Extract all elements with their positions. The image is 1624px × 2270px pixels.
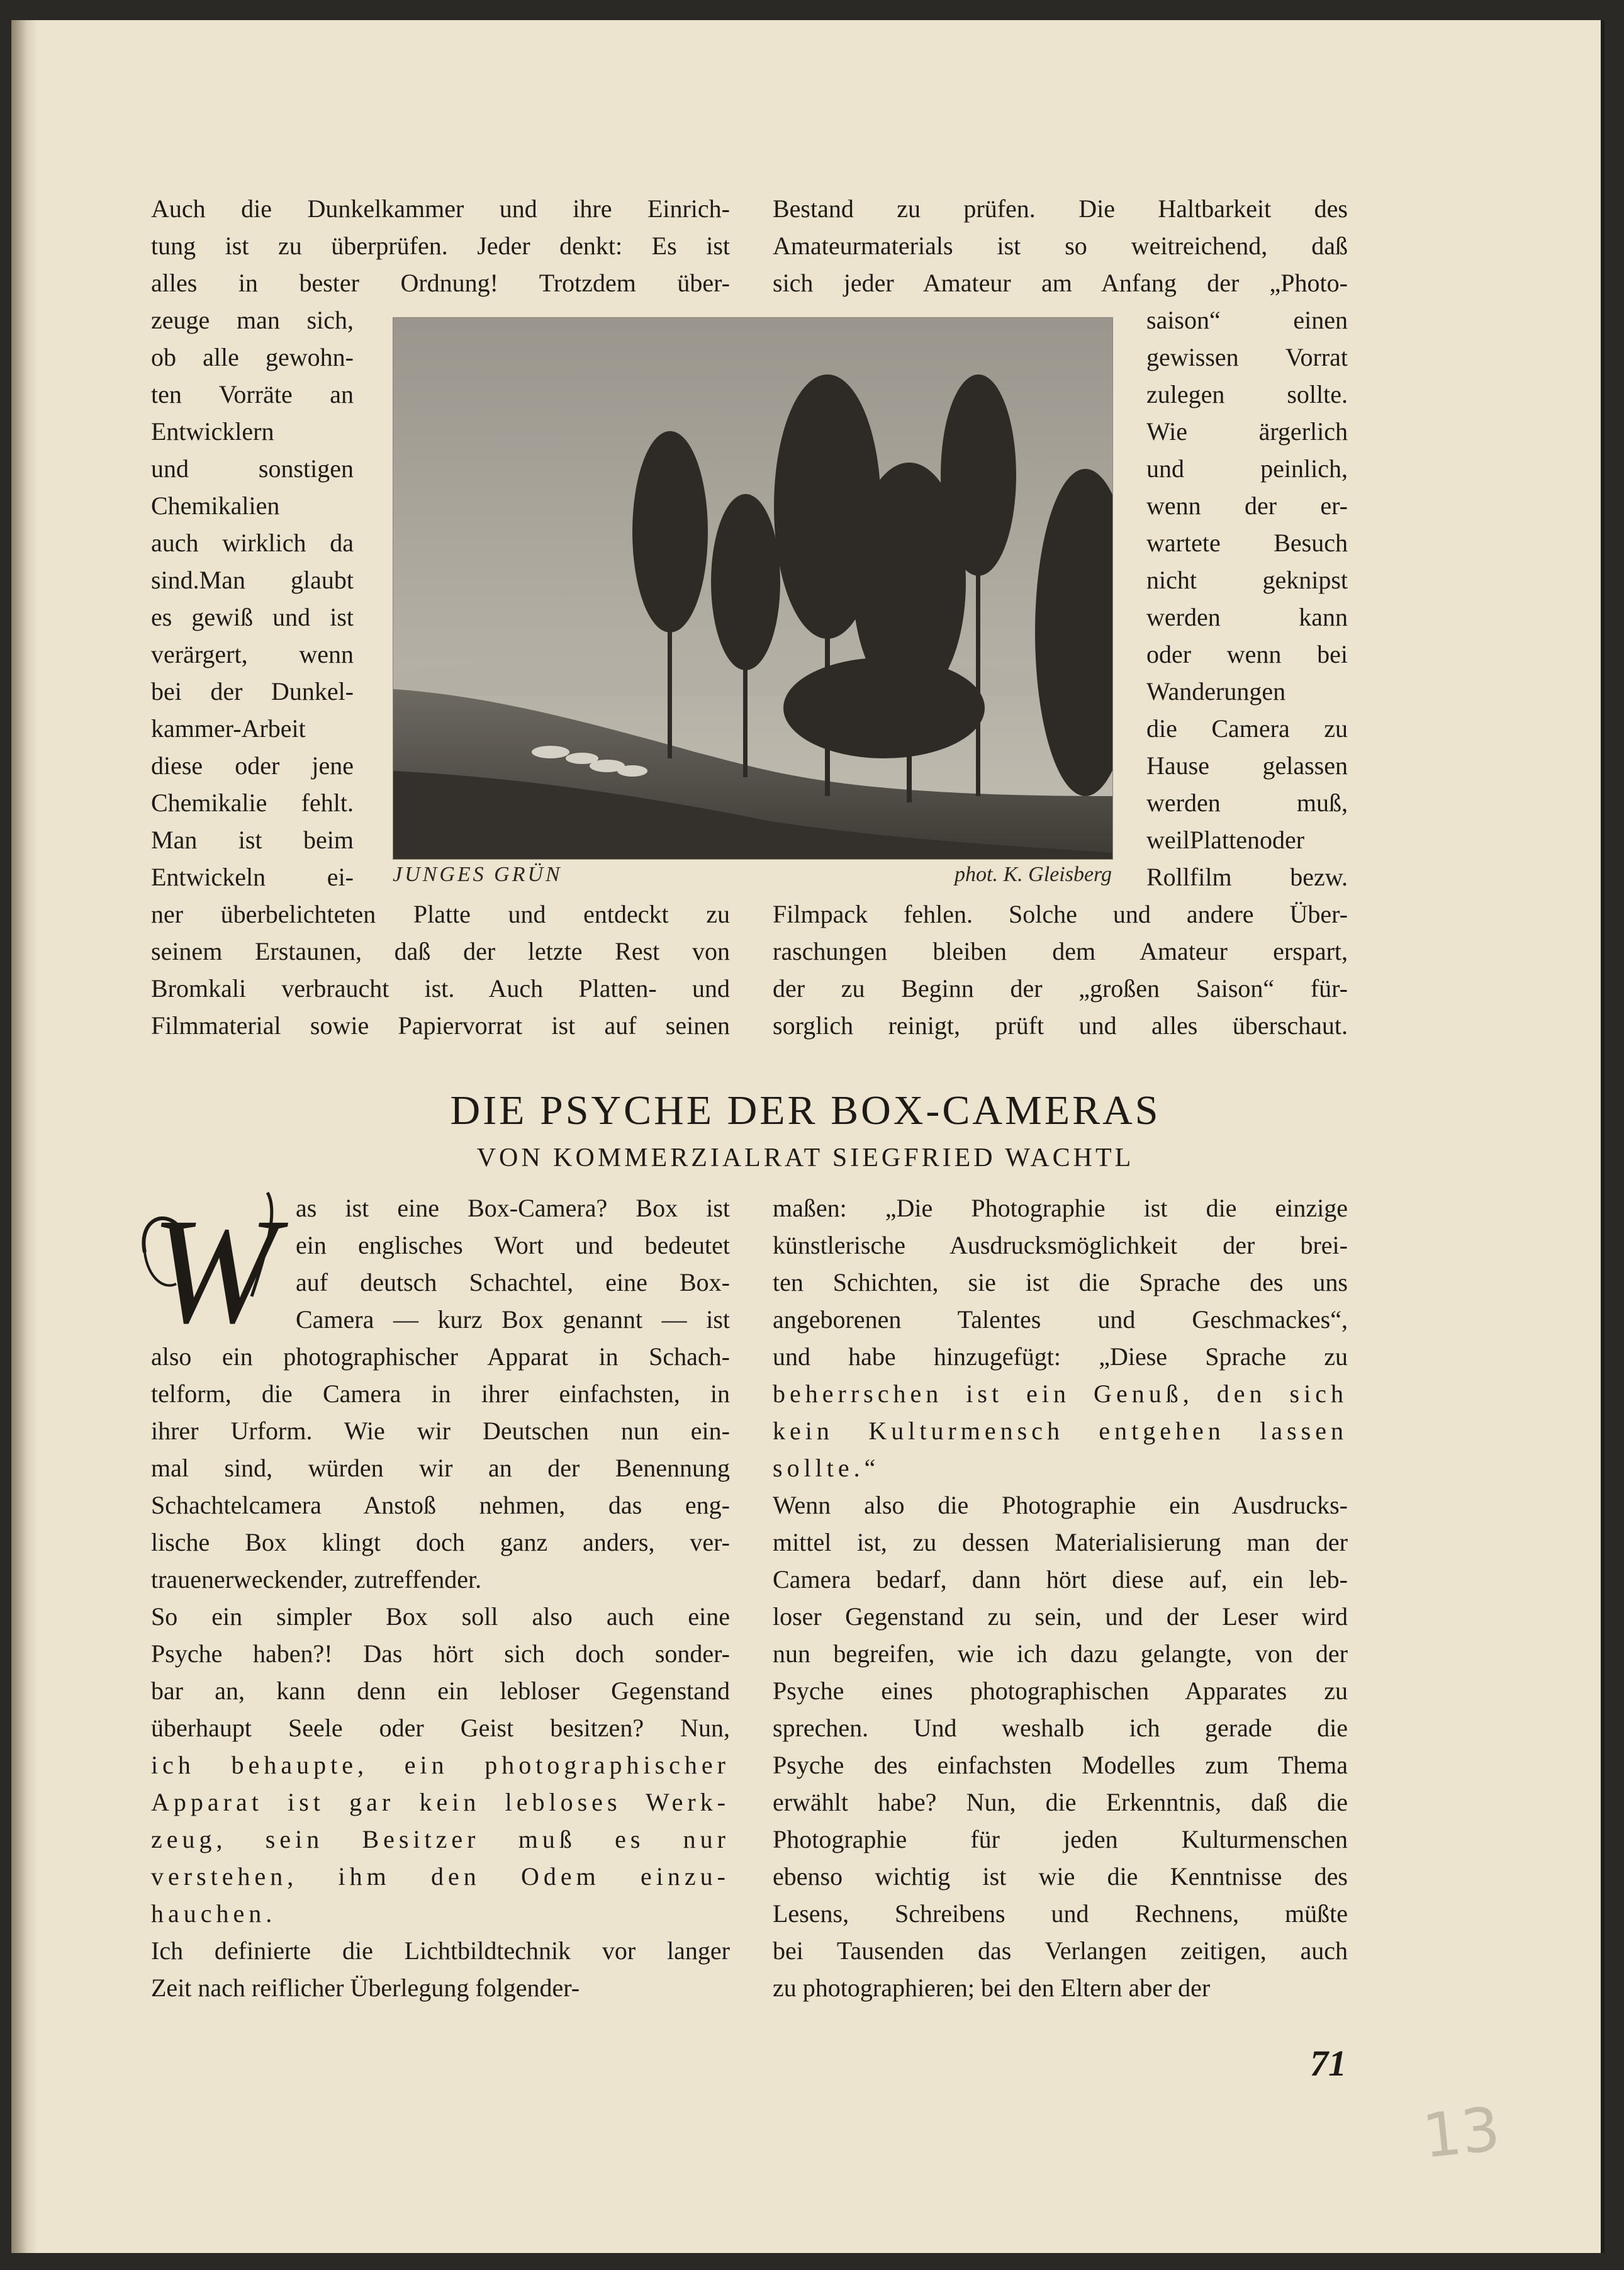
text-line: Apparat ist gar kein lebloses Werk- bbox=[151, 1788, 730, 1816]
text-line: bei Tausenden das Verlangen zeitigen, auch bbox=[773, 1936, 1348, 1965]
text-line: es gewiß und ist bbox=[151, 603, 354, 631]
text-line: raschungen bleiben dem Amateur erspart, bbox=[773, 937, 1348, 965]
page-gutter-shadow bbox=[11, 20, 38, 2253]
text-line: ein englisches Wort und bedeutet bbox=[296, 1231, 730, 1259]
text-line: ten Schichten, sie ist die Sprache des uns bbox=[773, 1268, 1348, 1296]
text-line: So ein simpler Box soll also auch eine bbox=[151, 1602, 730, 1631]
text-line: verärgert, wenn bbox=[151, 640, 354, 668]
decorative-initial-letter bbox=[126, 1183, 289, 1347]
text-line: alles in bester Ordnung! Trotzdem über- bbox=[151, 269, 730, 297]
landscape-photograph bbox=[393, 317, 1113, 860]
text-line: ebenso wichtig ist wie die Kenntnisse des bbox=[773, 1862, 1348, 1891]
text-line: Zeit nach reiflicher Überlegung folgender- bbox=[151, 1974, 580, 2002]
text-line: Man ist beim bbox=[151, 826, 354, 854]
text-line: hauchen. bbox=[151, 1899, 277, 1928]
text-line: zulegen sollte. bbox=[1146, 380, 1348, 408]
text-line: Psyche des einfachsten Modelles zum Thema bbox=[773, 1751, 1348, 1779]
text-line: mal sind, würden wir an der Benennung bbox=[151, 1454, 730, 1482]
text-line: gewissen Vorrat bbox=[1146, 343, 1348, 371]
text-line: Photographie für jeden Kulturmenschen bbox=[773, 1825, 1348, 1853]
text-line: telform, die Camera in ihrer einfachsten, in bbox=[151, 1379, 730, 1408]
text-line: Bromkali verbraucht ist. Auch Platten- und bbox=[151, 974, 730, 1003]
text-line: Schachtelcamera Anstoß nehmen, das eng- bbox=[151, 1491, 730, 1519]
text-line: Amateurmaterials ist so weitreichend, daß bbox=[773, 232, 1348, 260]
text-line: beherrschen ist ein Genuß, den sich bbox=[773, 1379, 1348, 1408]
text-line: bei der Dunkel- bbox=[151, 677, 354, 705]
text-line: Camera bedarf, dann hört diese auf, ein leb- bbox=[773, 1565, 1348, 1593]
text-line: Hause gelassen bbox=[1146, 751, 1348, 780]
text-line: nicht geknipst bbox=[1146, 566, 1348, 594]
text-line: loser Gegenstand zu sein, und der Leser wird bbox=[773, 1602, 1348, 1631]
text-line: sich jeder Amateur am Anfang der „Photo- bbox=[773, 269, 1348, 297]
text-line: werden kann bbox=[1146, 603, 1348, 631]
text-line: Bestand zu prüfen. Die Haltbarkeit des bbox=[773, 194, 1348, 223]
text-line: Wenn also die Photographie ein Ausdrucks- bbox=[773, 1491, 1348, 1519]
text-line: erwählt habe? Nun, die Erkenntnis, daß die bbox=[773, 1788, 1348, 1816]
text-line: nun begreifen, wie ich dazu gelangte, von der bbox=[773, 1639, 1348, 1668]
text-line: Lesens, Schreibens und Rechnens, müßte bbox=[773, 1899, 1348, 1928]
text-line: ob alle gewohn- bbox=[151, 343, 354, 371]
text-line: wartete Besuch bbox=[1146, 529, 1348, 557]
photo-caption-title: JUNGES GRÜN bbox=[393, 863, 563, 886]
text-line: lische Box klingt doch ganz anders, ver- bbox=[151, 1528, 730, 1556]
photo-caption-credit: phot. K. Gleisberg bbox=[955, 863, 1112, 886]
text-line: sorglich reinigt, prüft und alles überschaut. bbox=[773, 1011, 1348, 1040]
text-line: und peinlich, bbox=[1146, 454, 1348, 483]
text-line: zeug, sein Besitzer muß es nur bbox=[151, 1825, 730, 1853]
text-line: kein Kulturmensch entgehen lassen bbox=[773, 1417, 1348, 1445]
pencil-annotation: 13 bbox=[1419, 2093, 1503, 2172]
initial-letter-glyph: W bbox=[151, 1187, 277, 1347]
text-line: zu photographieren; bei den Eltern aber der bbox=[773, 1974, 1211, 2002]
text-line: saison“ einen bbox=[1146, 306, 1348, 334]
text-line: Rollfilm bezw. bbox=[1146, 863, 1348, 891]
text-line: ner überbelichteten Platte und entdeckt zu bbox=[151, 900, 730, 928]
text-line: mittel ist, zu dessen Materialisierung man der bbox=[773, 1528, 1348, 1556]
text-line: kammer-Arbeit bbox=[151, 714, 306, 743]
text-line: Chemikalien bbox=[151, 492, 280, 520]
text-line: oder wenn bei bbox=[1146, 640, 1348, 668]
text-line: und habe hinzugefügt: „Diese Sprache zu bbox=[773, 1342, 1348, 1371]
text-line: Psyche eines photographischen Apparates zu bbox=[773, 1677, 1348, 1705]
text-line: und sonstigen bbox=[151, 454, 354, 483]
text-line: zeuge man sich, bbox=[151, 306, 354, 334]
text-line: seinem Erstaunen, daß der letzte Rest von bbox=[151, 937, 730, 965]
text-line: Filmmaterial sowie Papiervorrat ist auf seinen bbox=[151, 1011, 730, 1040]
text-line: angeborenen Talentes und Geschmackes“, bbox=[773, 1305, 1348, 1334]
text-line: werden muß, bbox=[1146, 789, 1348, 817]
text-line: überhaupt Seele oder Geist besitzen? Nun, bbox=[151, 1714, 730, 1742]
text-line: Psyche haben?! Das hört sich doch sonder- bbox=[151, 1639, 730, 1668]
text-line: trauenerweckender, zutreffender. bbox=[151, 1565, 482, 1593]
text-line: Camera — kurz Box genannt — ist bbox=[296, 1305, 730, 1334]
text-line: Chemikalie fehlt. bbox=[151, 789, 354, 817]
text-line: Entwickeln ei- bbox=[151, 863, 354, 891]
text-line: ten Vorräte an bbox=[151, 380, 354, 408]
text-line: sind.Man glaubt bbox=[151, 566, 354, 594]
article-byline: VON KOMMERZIALRAT SIEGFRIED WACHTL bbox=[476, 1143, 1134, 1172]
text-line: die Camera zu bbox=[1146, 714, 1348, 743]
text-line: Filmpack fehlen. Solche und andere Über- bbox=[773, 900, 1348, 928]
text-line: wenn der er- bbox=[1146, 492, 1348, 520]
page-number: 71 bbox=[1310, 2043, 1347, 2084]
text-line: Ich definierte die Lichtbildtechnik vor langer bbox=[151, 1936, 730, 1965]
text-line: weilPlattenoder bbox=[1146, 826, 1305, 854]
text-line: sollte.“ bbox=[773, 1454, 880, 1482]
text-line: bar an, kann denn ein lebloser Gegenstand bbox=[151, 1677, 730, 1705]
text-line: ihrer Urform. Wie wir Deutschen nun ein- bbox=[151, 1417, 730, 1445]
text-line: ich behaupte, ein photographischer bbox=[151, 1751, 730, 1779]
text-line: auch wirklich da bbox=[151, 529, 354, 557]
text-line: diese oder jene bbox=[151, 751, 354, 780]
text-line: künstlerische Ausdrucksmöglichkeit der brei- bbox=[773, 1231, 1348, 1259]
text-line: tung ist zu überprüfen. Jeder denkt: Es ist bbox=[151, 232, 730, 260]
text-line: Wanderungen bbox=[1146, 677, 1286, 705]
text-line: verstehen, ihm den Odem einzu- bbox=[151, 1862, 730, 1891]
text-line: Entwicklern bbox=[151, 417, 274, 446]
text-line: auf deutsch Schachtel, eine Box- bbox=[296, 1268, 730, 1296]
text-line: maßen: „Die Photographie ist die einzige bbox=[773, 1194, 1348, 1222]
text-line: sprechen. Und weshalb ich gerade die bbox=[773, 1714, 1348, 1742]
text-line: Wie ärgerlich bbox=[1146, 417, 1348, 446]
text-line: also ein photographischer Apparat in Schach- bbox=[151, 1342, 730, 1371]
text-line: as ist eine Box-Camera? Box ist bbox=[296, 1194, 730, 1222]
article-title: DIE PSYCHE DER BOX-CAMERAS bbox=[450, 1087, 1161, 1133]
text-line: Auch die Dunkelkammer und ihre Einrich- bbox=[151, 194, 730, 223]
text-line: der zu Beginn der „großen Saison“ für- bbox=[773, 974, 1348, 1003]
